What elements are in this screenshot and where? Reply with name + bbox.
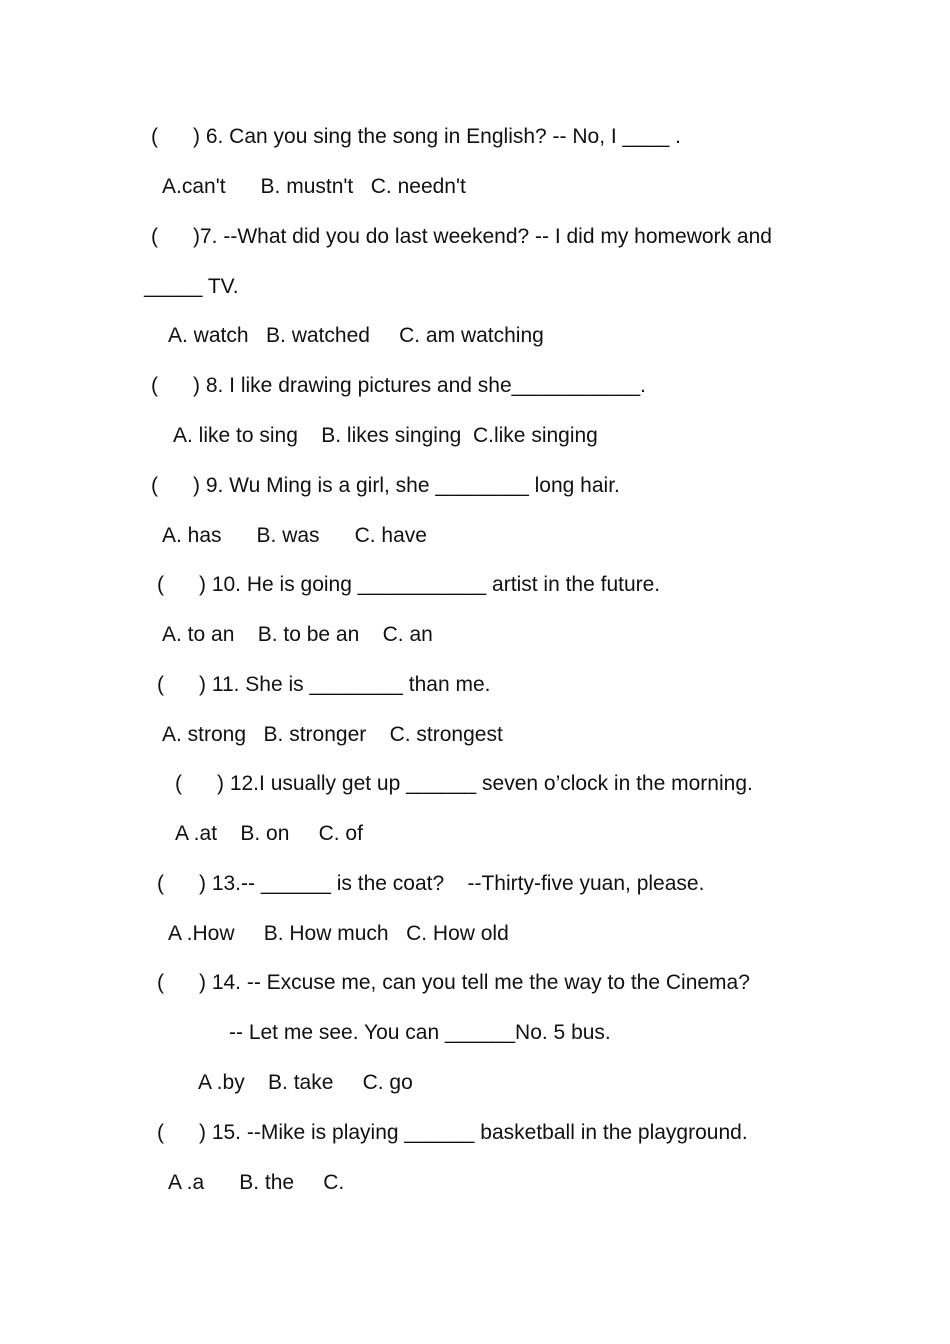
options-10: A. to an B. to be an C. an [162,623,433,646]
options-15: A .a B. the C. [168,1171,345,1194]
options-14: A .by B. take C. go [198,1071,413,1094]
question-7: ( )7. --What did you do last weekend? -- I did my homework and [151,225,772,248]
options-7: A. watch B. watched C. am watching [168,324,544,347]
question-15: ( ) 15. --Mike is playing ______ basketball in the playground. [157,1121,748,1144]
question-7-continued: _____ TV. [144,275,239,298]
options-8: A. like to sing B. likes singing C.like singing [173,424,598,447]
question-12: ( ) 12.I usually get up ______ seven o’clock in the morning. [175,772,753,795]
options-11: A. strong B. stronger C. strongest [162,723,503,746]
question-14-continued: -- Let me see. You can ______No. 5 bus. [229,1021,611,1044]
question-10: ( ) 10. He is going ___________ artist in the future. [157,573,661,596]
options-9: A. has B. was C. have [162,524,427,547]
options-12: A .at B. on C. of [175,822,363,845]
question-14: ( ) 14. -- Excuse me, can you tell me the way to the Cinema? [157,971,750,994]
options-13: A .How B. How much C. How old [168,922,509,945]
options-6: A.can't B. mustn't C. needn't [162,175,466,198]
question-9: ( ) 9. Wu Ming is a girl, she ________ long hair. [151,474,620,497]
question-11: ( ) 11. She is ________ than me. [157,673,491,696]
question-13: ( ) 13.-- ______ is the coat? --Thirty-five yuan, please. [157,872,705,895]
question-8: ( ) 8. I like drawing pictures and she___________. [151,374,646,397]
question-6: ( ) 6. Can you sing the song in English? -- No, I ____ . [151,125,681,148]
